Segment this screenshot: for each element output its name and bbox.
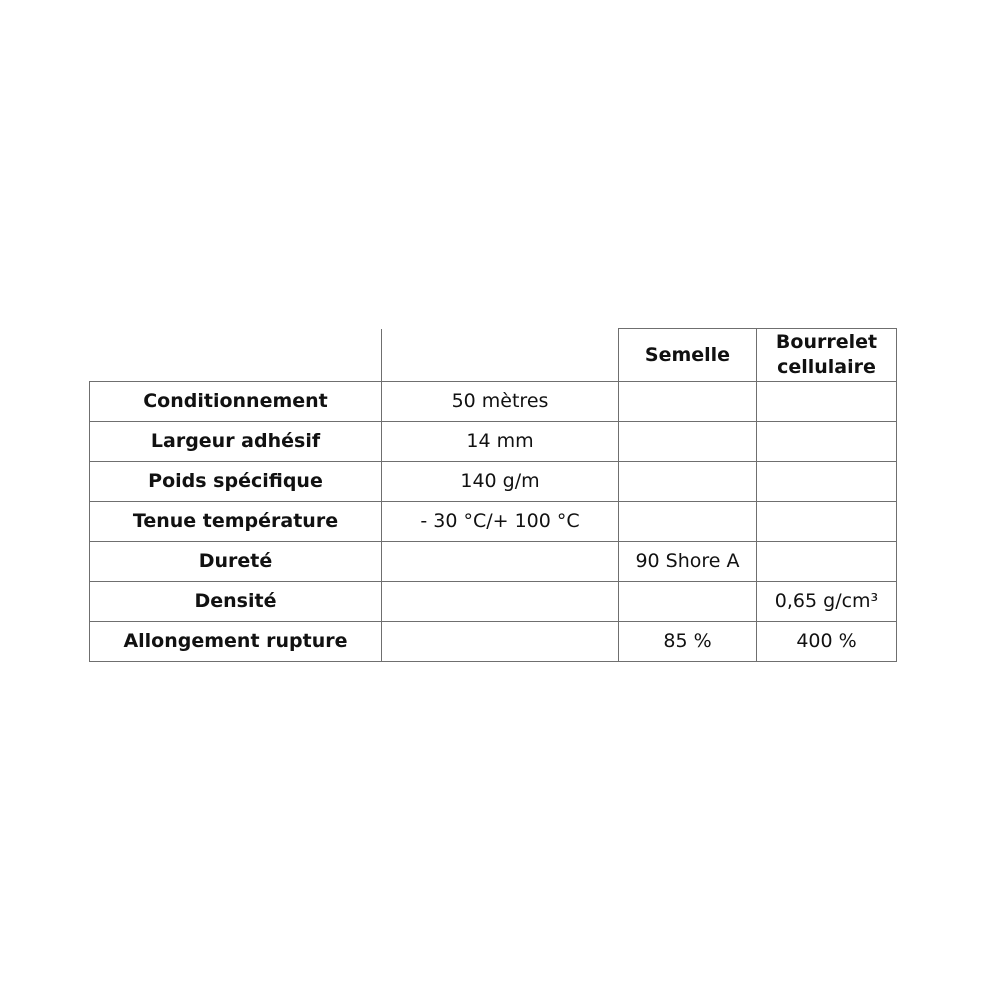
- row-label: Poids spécifique: [90, 462, 382, 502]
- cell-semelle: [619, 462, 757, 502]
- table-header-row: [90, 329, 897, 382]
- cell-semelle: [619, 422, 757, 462]
- cell-semelle: [619, 582, 757, 622]
- cell-bourrelet: [757, 422, 897, 462]
- row-label: Tenue température: [90, 502, 382, 542]
- cell-semelle: 85 %: [619, 622, 757, 662]
- specifications-table: [89, 328, 897, 662]
- cell-general: 14 mm: [382, 422, 619, 462]
- row-label: Dureté: [90, 542, 382, 582]
- cell-semelle: [619, 382, 757, 422]
- row-label: Conditionnement: [90, 382, 382, 422]
- cell-bourrelet: [757, 382, 897, 422]
- cell-bourrelet: [757, 462, 897, 502]
- table-row: [90, 502, 897, 542]
- cell-general: 140 g/m: [382, 462, 619, 502]
- cell-bourrelet: 0,65 g/cm³: [757, 582, 897, 622]
- table-row: [90, 622, 897, 662]
- cell-general: [382, 542, 619, 582]
- cell-general: 50 mètres: [382, 382, 619, 422]
- cell-general: [382, 582, 619, 622]
- cell-general: [382, 622, 619, 662]
- header-bourrelet-cellulaire: [757, 329, 897, 382]
- cell-general: - 30 °C/+ 100 °C: [382, 502, 619, 542]
- table-row: [90, 542, 897, 582]
- row-label: Allongement rupture: [90, 622, 382, 662]
- cell-semelle: 90 Shore A: [619, 542, 757, 582]
- table-row: [90, 422, 897, 462]
- table-row: [90, 462, 897, 502]
- header-semelle: Semelle: [619, 329, 757, 382]
- cell-bourrelet: 400 %: [757, 622, 897, 662]
- row-label: Largeur adhésif: [90, 422, 382, 462]
- cell-semelle: [619, 502, 757, 542]
- table-row: [90, 582, 897, 622]
- cell-bourrelet: [757, 502, 897, 542]
- header-bourrelet-line2: cellulaire: [777, 356, 876, 378]
- header-empty-cell: [382, 329, 619, 382]
- cell-bourrelet: [757, 542, 897, 582]
- header-empty-cell: [90, 329, 382, 382]
- header-bourrelet-line1: Bourrelet: [775, 331, 878, 353]
- row-label: Densité: [90, 582, 382, 622]
- table-row: [90, 382, 897, 422]
